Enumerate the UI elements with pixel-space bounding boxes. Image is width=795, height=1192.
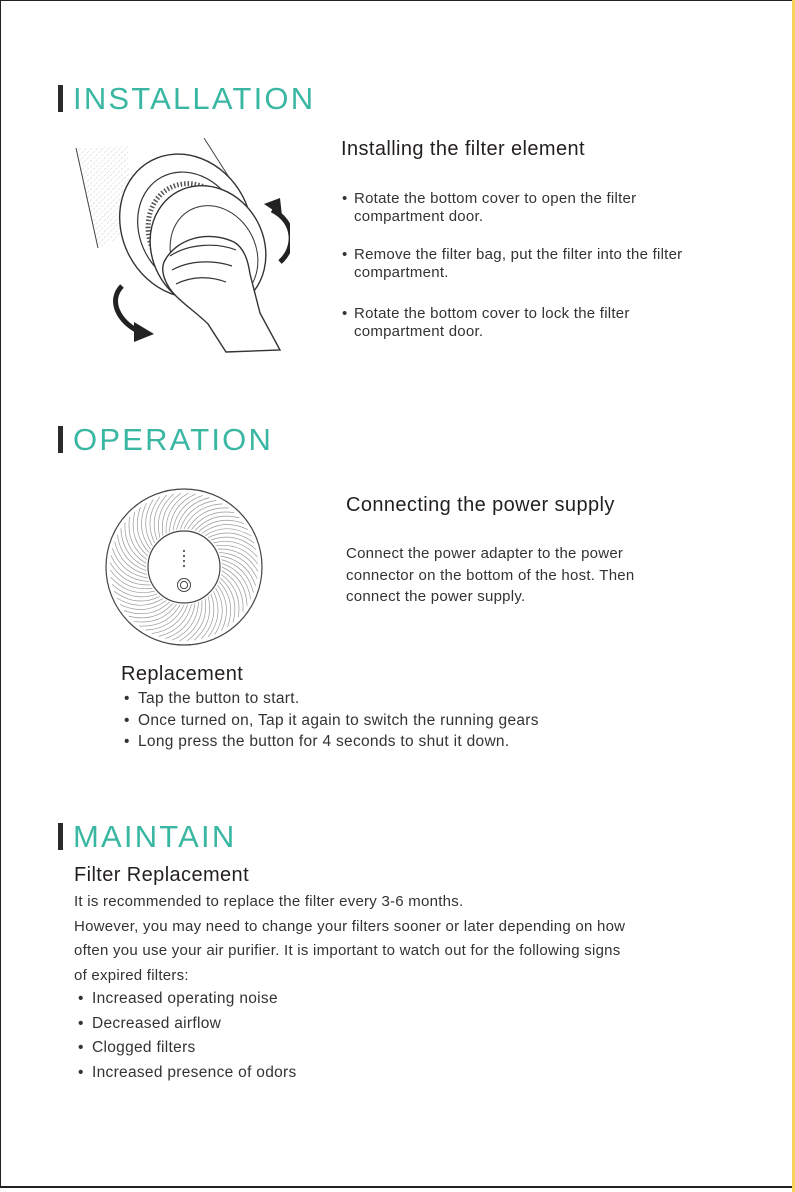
installation-step: • Remove the filter bag, put the filter into the filter compartment.	[342, 246, 683, 281]
installation-step: • Rotate the bottom cover to open the filter compartment door.	[342, 190, 637, 225]
indicator-dot	[183, 555, 185, 557]
operation-title: OPERATION	[73, 422, 274, 457]
bullet-dot: •	[342, 246, 348, 263]
installation-subtitle: Installing the filter element	[341, 138, 585, 160]
installation-heading	[58, 83, 315, 114]
installation-title: INSTALLATION	[73, 81, 316, 116]
maintain-subtitle: Filter Replacement	[74, 864, 250, 886]
heading-bar	[58, 823, 63, 850]
maintain-body: It is recommended to replace the filter every 3-6 months. However, you may need to change your filters sooner or later depending on how often you use your air purifier. It is important to watch out for the following signs of expired filters:	[74, 893, 626, 984]
indicator-dot	[183, 560, 185, 562]
expired-filter-signs	[78, 987, 297, 1085]
list-item: • Increased operating noise	[78, 987, 297, 1012]
list-item: • Long press the button for 4 seconds to shut it down.	[124, 731, 539, 753]
replacement-title: Replacement	[121, 663, 244, 685]
maintain-heading	[58, 821, 236, 852]
list-item: • Once turned on, Tap it again to switch the running gears	[124, 710, 539, 732]
indicator-dot	[183, 550, 185, 552]
operation-subtitle: Connecting the power supply	[346, 494, 615, 516]
heading-bar	[58, 85, 63, 112]
replacement-list	[124, 688, 539, 753]
indicator-dot	[183, 565, 185, 567]
maintain-title: MAINTAIN	[73, 819, 237, 854]
list-item: • Decreased airflow	[78, 1012, 297, 1037]
operation-heading	[58, 424, 273, 455]
filter-install-illustration	[68, 138, 290, 353]
list-item: • Increased presence of odors	[78, 1061, 297, 1086]
list-item: • Clogged filters	[78, 1036, 297, 1061]
heading-bar	[58, 426, 63, 453]
bullet-dot: •	[342, 190, 348, 207]
operation-body: Connect the power adapter to the power connector on the bottom of the host. Then connect the power supply.	[346, 545, 635, 605]
power-button-inner	[180, 581, 187, 588]
list-item: • Tap the button to start.	[124, 688, 539, 710]
installation-step: • Rotate the bottom cover to lock the filter compartment door.	[342, 305, 630, 340]
purifier-top-illustration	[102, 487, 266, 647]
bullet-dot: •	[342, 305, 348, 322]
